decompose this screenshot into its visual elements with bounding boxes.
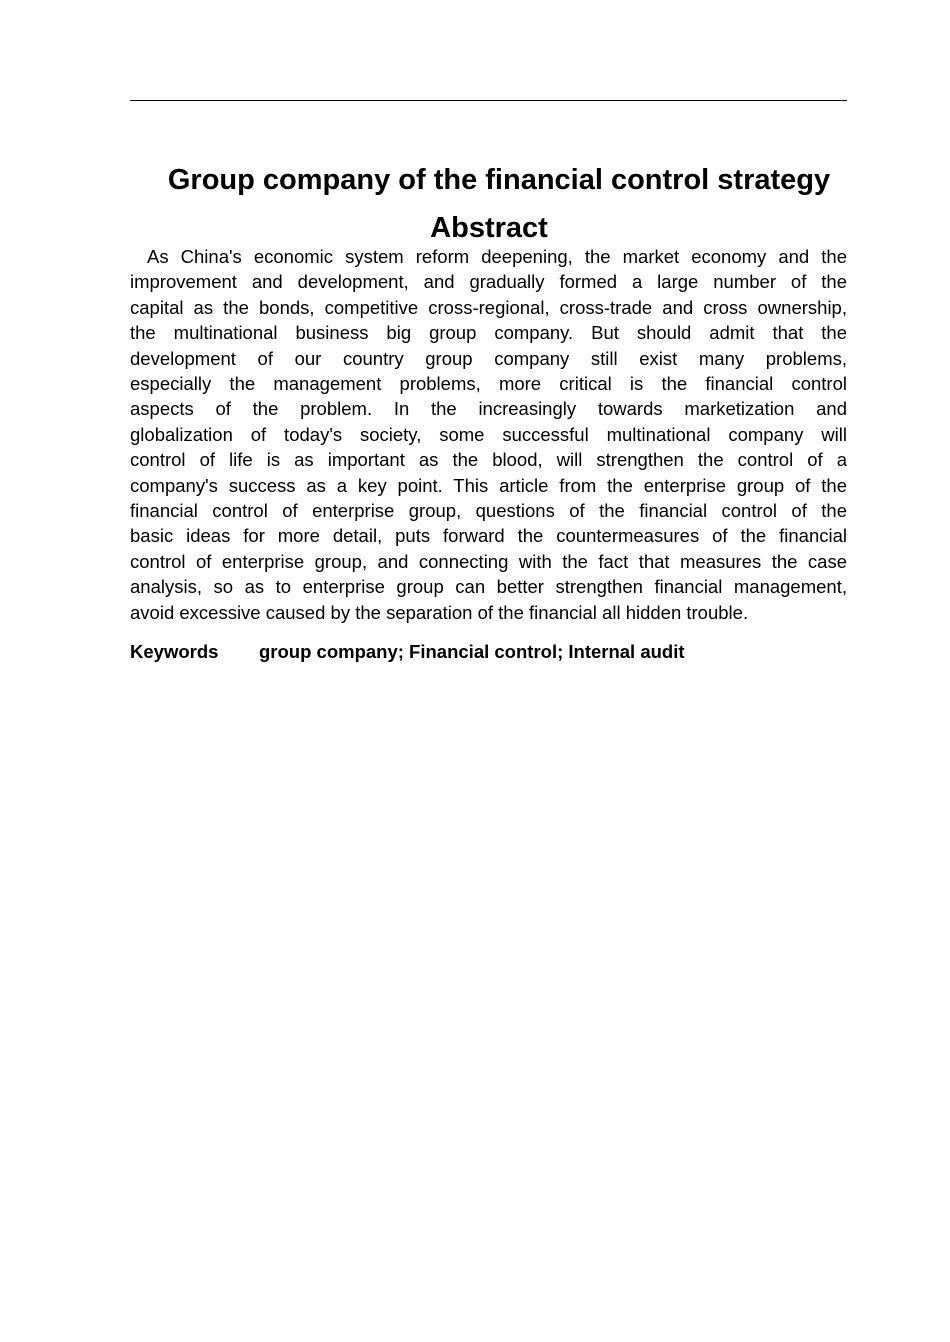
keywords [130,640,847,664]
abstract-line: control of enterprise group, and connecting with the fact that measures the case [130,550,847,572]
keywords-label: Keywords [130,641,219,662]
header-rule [130,100,847,101]
abstract-line: capital as the bonds, competitive cross-regional, cross-trade and cross ownership, [130,296,847,318]
abstract-heading: Abstract [430,212,548,244]
document-title: Group company of the financial control strategy [167,164,831,196]
abstract-line: the multinational business big group company. But should admit that the [130,322,847,344]
keywords-text: group company; Financial control; Internal audit [259,641,685,662]
abstract-line: basic ideas for more detail, puts forward the countermeasures of the financial [130,525,847,547]
abstract-line: company's success as a key point. This article from the enterprise group of the [130,474,847,496]
abstract-line: improvement and development, and gradually formed a large number of the [130,271,847,293]
abstract-body [130,244,847,625]
abstract-line: financial control of enterprise group, questions of the financial control of the [130,500,847,522]
abstract-line: especially the management problems, more critical is the financial control [130,373,847,395]
abstract-line: globalization of today's society, some successful multinational company will [130,423,847,445]
abstract-line: aspects of the problem. In the increasingly towards marketization and [130,398,847,420]
abstract-line: analysis, so as to enterprise group can better strengthen financial management, [130,576,847,598]
abstract-line: As China's economic system reform deepening, the market economy and the [147,246,847,267]
abstract-line: development of our country group company still exist many problems, [130,347,847,369]
abstract-line: control of life is as important as the blood, will strengthen the control of a [130,449,847,471]
abstract-line: avoid excessive caused by the separation of the financial all hidden trouble. [130,601,749,623]
